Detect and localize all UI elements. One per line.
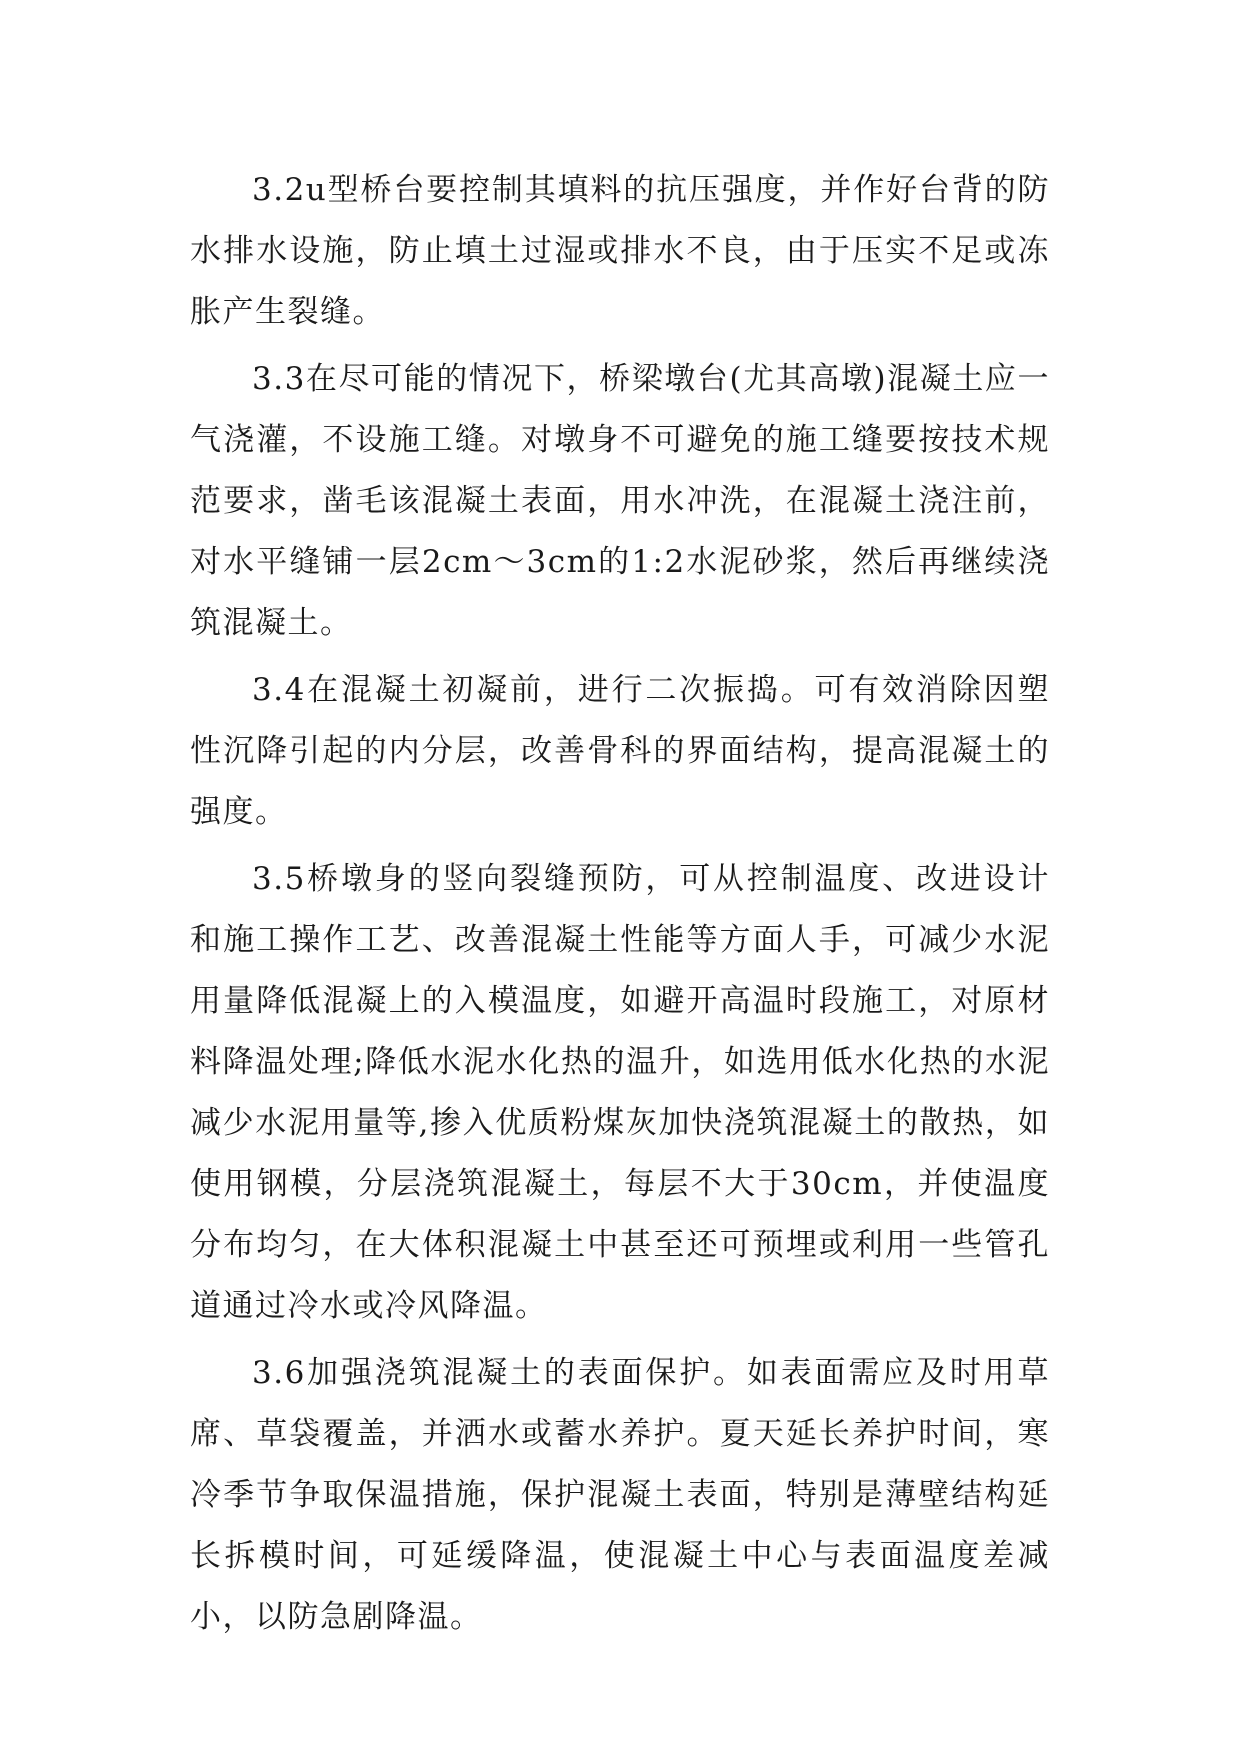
paragraph-3-6: 3.6加强浇筑混凝土的表面保护。如表面需应及时用草席、草袋覆盖，并洒水或蓄水养护。夏天延长养护时间，寒冷季节争取保温措施，保护混凝土表面，特别是薄壁结构延长拆模时间，可延缓降温，使混凝土中心与表面温度差减小，以防急剧降温。 bbox=[190, 1355, 1050, 1635]
paragraph-3-5: 3.5桥墩身的竖向裂缝预防，可从控制温度、改进设计和施工操作工艺、改善混凝土性能等方面人手，可减少水泥用量降低混凝上的入模温度，如避开高温时段施工，对原材料降温处理;降低水泥水化热的温升，如选用低水化热的水泥减少水泥用量等,掺入优质粉煤灰加快浇筑混凝土的散热，如使用钢模，分层浇筑混凝土，每层不大于30cm，并使温度分布均匀，在大体积混凝土中甚至还可预埋或利用一些管孔道通过冷水或冷风降温。 bbox=[190, 861, 1050, 1324]
paragraph-3-4: 3.4在混凝土初凝前，进行二次振捣。可有效消除因塑性沉降引起的内分层，改善骨科的界面结构，提高混凝土的强度。 bbox=[190, 672, 1050, 830]
paragraph-3-2: 3.2u型桥台要控制其填料的抗压强度，并作好台背的防水排水设施，防止填土过湿或排水不良，由于压实不足或冻胀产生裂缝。 bbox=[190, 172, 1050, 330]
paragraph-3-3: 3.3在尽可能的情况下，桥梁墩台(尤其高墩)混凝土应一气浇灌，不设施工缝。对墩身不可避免的施工缝要按技术规范要求，凿毛该混凝土表面，用水冲洗，在混凝土浇注前，对水平缝铺一层2cm～3cm的1:2水泥砂浆，然后再继续浇筑混凝土。 bbox=[190, 361, 1050, 641]
document-body bbox=[190, 160, 1050, 1654]
